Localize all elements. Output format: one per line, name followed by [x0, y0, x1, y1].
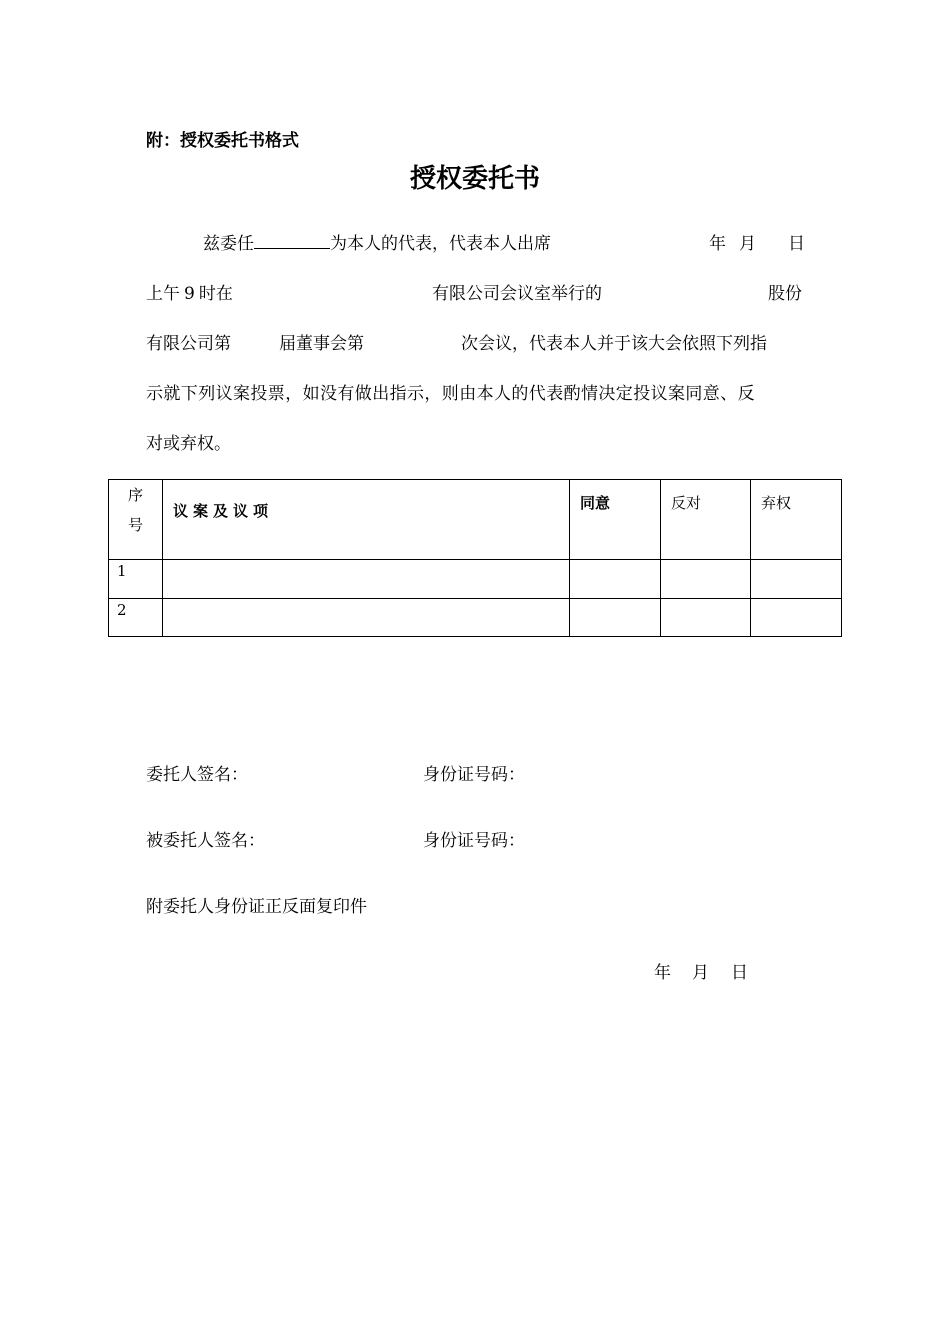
header-item: 议案及议项 [163, 480, 570, 560]
date-month: 月 [692, 963, 709, 983]
date-day: 日 [731, 963, 748, 983]
para-text: 为本人的代表，代表本人出席 [330, 234, 551, 254]
attachment-heading: 附：授权委托书格式 [146, 131, 299, 151]
date-year: 年 [654, 963, 671, 983]
header-number [109, 480, 163, 560]
row-abstain-cell[interactable] [751, 560, 842, 599]
table-header-row [109, 480, 842, 560]
para-shares: 股份 [768, 284, 802, 304]
table-row [109, 560, 842, 599]
row-agree-cell[interactable] [570, 599, 661, 637]
document-title: 授权委托书 [409, 164, 540, 194]
para-month: 月 [739, 234, 756, 254]
para-board-session: 有限公司第 [146, 334, 231, 354]
header-agree: 同意 [570, 480, 661, 560]
voting-table [108, 479, 842, 637]
para-meeting-count: 次会议，代表本人并于该大会依照下列指 [461, 334, 767, 354]
para-text: 时在 [198, 284, 233, 304]
para-day: 日 [788, 234, 805, 254]
id-copy-note: 附委托人身份证正反面复印件 [146, 897, 367, 917]
agent-signature-label: 被委托人签名： [146, 831, 265, 851]
principal-signature-label: 委托人签名： [146, 765, 248, 785]
proxy-name-blank[interactable] [254, 232, 330, 249]
row-oppose-cell[interactable] [661, 560, 751, 599]
para-line2-prefix [146, 279, 233, 304]
header-number-bottom: 号 [127, 516, 143, 534]
principal-id-label: 身份证号码： [423, 765, 525, 785]
para-year: 年 [709, 234, 726, 254]
para-line5: 对或弃权。 [146, 434, 231, 454]
para-line1-prefix [203, 229, 551, 254]
row-agree-cell[interactable] [570, 560, 661, 599]
para-text: 上午 [146, 284, 180, 304]
header-number-top: 序 [127, 486, 143, 504]
row-item-cell[interactable] [163, 599, 570, 637]
header-abstain: 弃权 [751, 480, 842, 560]
para-board-term: 届董事会第 [279, 334, 364, 354]
row-number: 2 [109, 599, 163, 637]
para-text: 9 [184, 284, 195, 304]
header-oppose: 反对 [661, 480, 751, 560]
row-oppose-cell[interactable] [661, 599, 751, 637]
row-abstain-cell[interactable] [751, 599, 842, 637]
para-line4: 示就下列议案投票，如没有做出指示，则由本人的代表酌情决定投议案同意、反 [146, 384, 755, 404]
para-text: 兹委任 [203, 234, 254, 254]
agent-id-label: 身份证号码： [423, 831, 525, 851]
table-row [109, 599, 842, 637]
row-item-cell[interactable] [163, 560, 570, 599]
para-company-meeting: 有限公司会议室举行的 [432, 284, 602, 304]
row-number: 1 [109, 560, 163, 599]
